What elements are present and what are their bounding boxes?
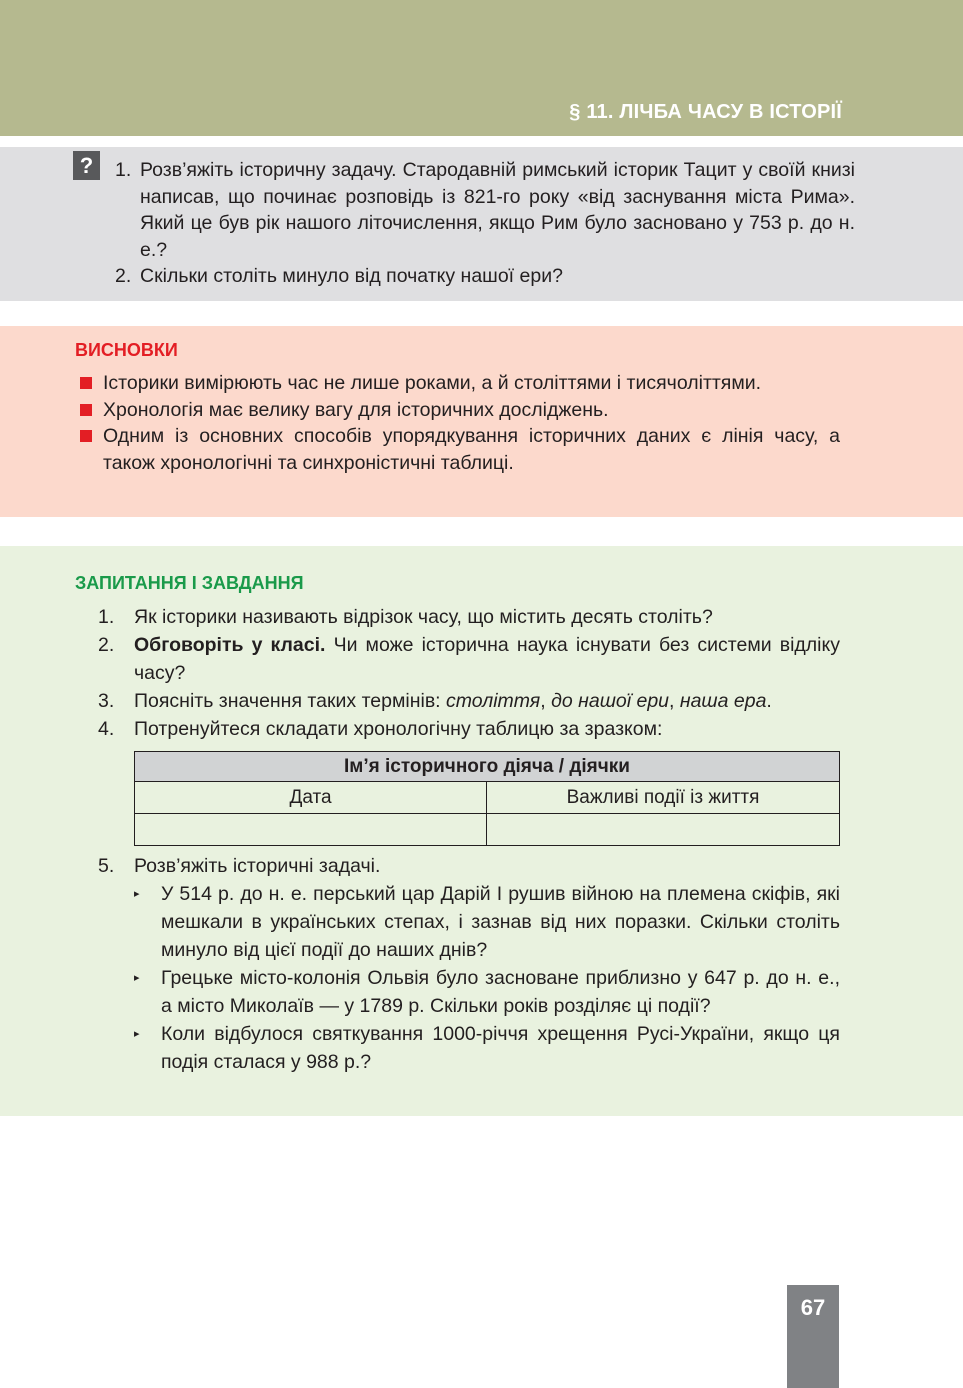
table-cell-date: Дата: [135, 782, 487, 814]
tasks-title: ЗАПИТАННЯ І ЗАВДАННЯ: [75, 573, 304, 593]
task-item: [98, 715, 840, 743]
question-mark-icon: ?: [73, 151, 100, 180]
task-emphasis: Обговоріть у класі.: [134, 634, 326, 656]
item-number: 1.: [115, 159, 132, 181]
item-text: Скільки століть минуло від початку нашої ери?: [140, 265, 563, 287]
conclusion-text: Одним із основних способів упорядкування історичних даних є лінія часу, а також хронологічні та синхроністичні таблиці.: [103, 425, 840, 474]
task-item: [98, 687, 840, 715]
table-row: [135, 782, 840, 814]
term: наша ера: [679, 690, 767, 712]
square-bullet-icon: [80, 377, 92, 389]
conclusion-text: Хронологія має велику вагу для історичних досліджень.: [103, 398, 609, 421]
square-bullet-icon: [80, 404, 92, 416]
task-number: 5.: [98, 855, 115, 877]
task-number: 3.: [98, 690, 115, 712]
chapter-title: § 11. ЛІЧБА ЧАСУ В ІСТОРІЇ: [569, 101, 842, 123]
conclusion-item: [80, 370, 840, 397]
task-number: 4.: [98, 718, 115, 740]
self-check-item: [115, 157, 855, 263]
table-empty-cell: [135, 814, 487, 846]
task-item: [98, 852, 840, 880]
sub-task-item: [134, 880, 840, 964]
sub-task-item: [134, 964, 840, 1020]
chapter-header-band: [0, 0, 963, 136]
task-text: Поясніть значення таких термінів:: [134, 690, 447, 712]
triangle-bullet-icon: ▸: [134, 888, 140, 900]
table-cell-events: Важливі події із життя: [487, 782, 840, 814]
task-number: 1.: [98, 606, 115, 628]
table-header-cell: Ім’я історичного діяча / діячки: [135, 752, 840, 782]
sub-task-text: У 514 р. до н. е. перський цар Дарій I рушив війною на племена скіфів, які мешкали в українських степах, і зазнав від них поразки. Скільки століть минуло від цієї події до наших днів?: [161, 883, 840, 961]
item-text: Розв’яжіть історичну задачу. Стародавній римський історик Тацит у своїй книзі написав, що починає розповідь із 821-го року «від заснування міста Рима». Який це був рік нашого літочислення, якщо Рим було засновано у 753 р. до н. е.?: [140, 159, 855, 261]
sub-task-text: Коли відбулося святкування 1000-річчя хрещення Русі-України, якщо ця подія сталася у 988 р.?: [161, 1023, 840, 1073]
conclusion-item: [80, 397, 840, 424]
task-text: Як історики називають відрізок часу, що містить десять століть?: [134, 606, 713, 628]
square-bullet-icon: [80, 430, 92, 442]
task-body: [134, 687, 840, 715]
terminator: .: [766, 690, 772, 712]
chronology-table-template: [134, 751, 840, 846]
self-check-item: [115, 263, 855, 290]
tasks-list: [98, 603, 840, 1076]
conclusions-list: [80, 370, 840, 476]
term: століття: [446, 690, 541, 712]
term: до нашої ери: [551, 690, 670, 712]
table-empty-cell: [487, 814, 840, 846]
sub-task-text: Грецьке місто-колонія Ольвія було засноване приблизно у 647 р. до н. е., а місто Миколаїв — у 1789 р. Скільки років розділяє ці події?: [161, 967, 840, 1017]
conclusion-text: Історики вимірюють час не лише роками, а й століттями і тисячоліттями.: [103, 372, 762, 394]
item-number: 2.: [115, 265, 132, 287]
page-number: 67: [787, 1285, 839, 1388]
task-text: Розв’яжіть історичні задачі.: [134, 855, 381, 877]
triangle-bullet-icon: ▸: [134, 972, 140, 984]
separator: ,: [669, 690, 680, 712]
conclusions-title: ВИСНОВКИ: [75, 340, 178, 360]
sub-task-item: [134, 1020, 840, 1076]
self-check-list: [115, 157, 855, 290]
task-item: [98, 631, 840, 687]
table-header-row: [135, 752, 840, 782]
task-body: [134, 631, 840, 687]
task-item: [98, 603, 840, 631]
task-text: Чи може історична наука існувати без системи відліку часу?: [134, 634, 841, 684]
table-row: [135, 814, 840, 846]
task-text: Потренуйтеся складати хронологічну таблицю за зразком:: [134, 718, 663, 740]
triangle-bullet-icon: ▸: [134, 1028, 140, 1040]
conclusion-item: [80, 423, 840, 476]
separator: ,: [540, 690, 552, 712]
task-number: 2.: [98, 634, 115, 656]
